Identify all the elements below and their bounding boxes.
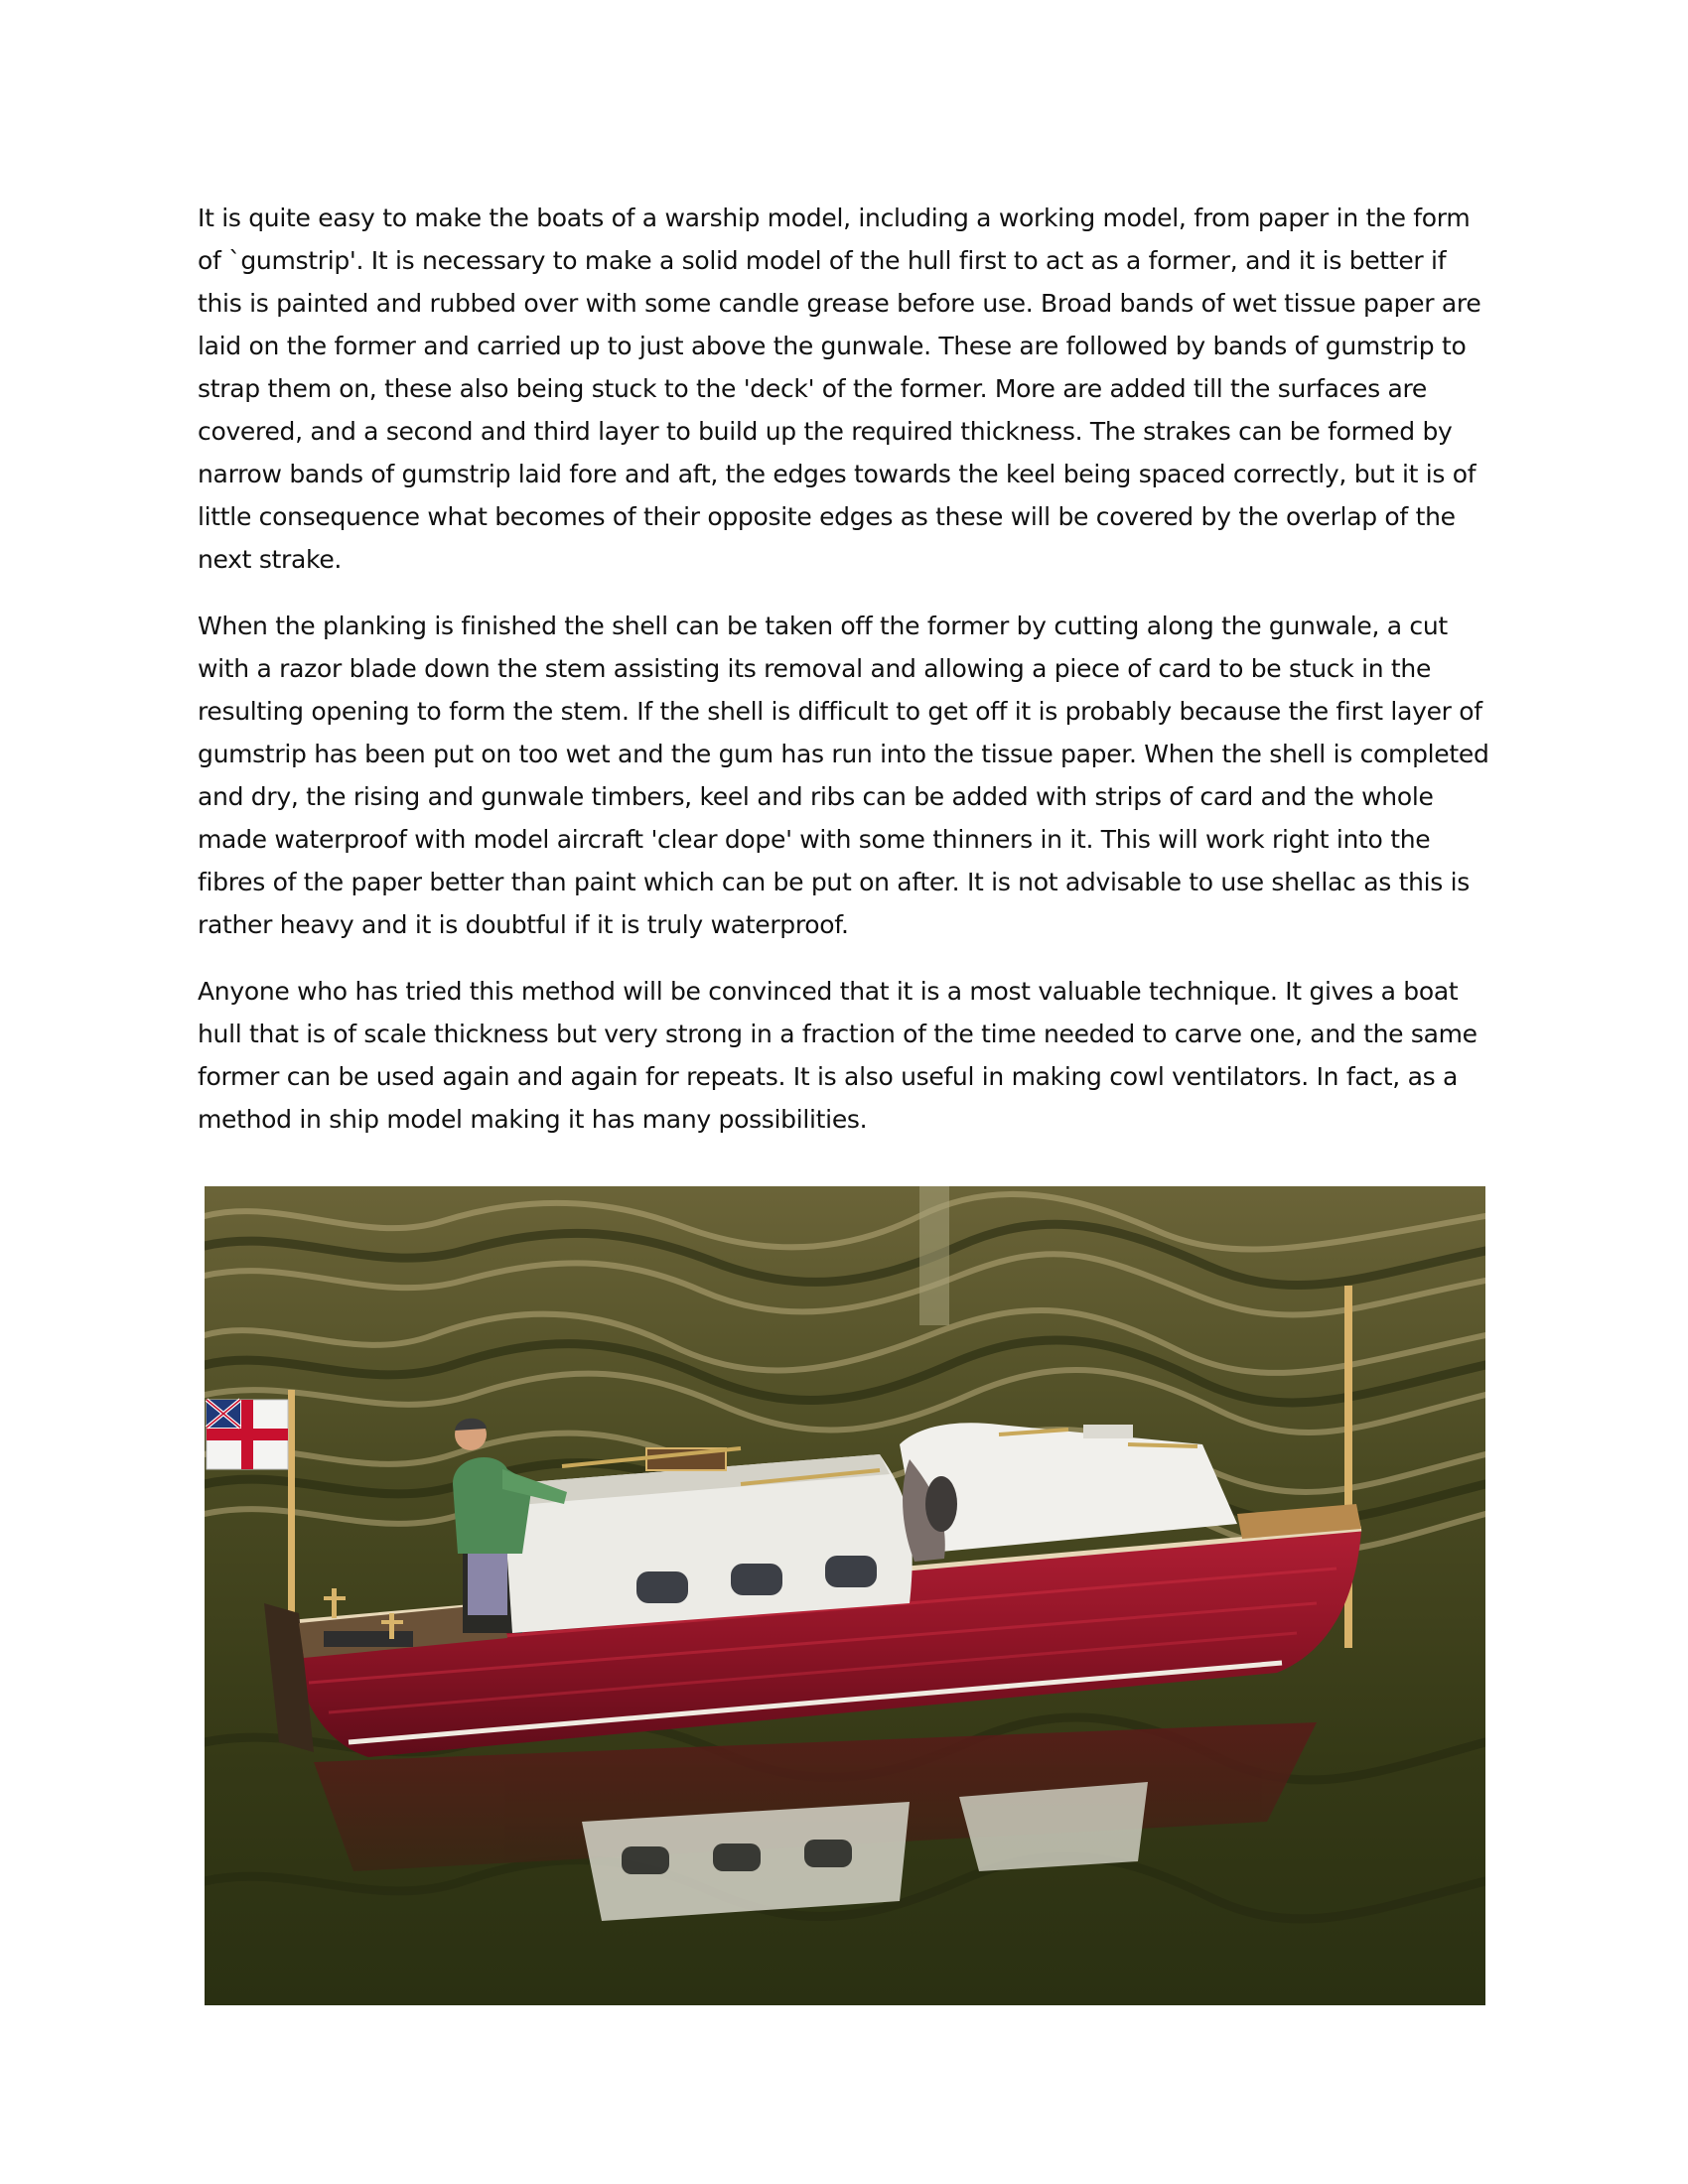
- paragraph-3: Anyone who has tried this method will be convinced that it is a most valuable technique. It gives a boat hull that is of scale thickness but very strong in a fraction of the time needed to carve one, and the same former can be used again and again for repeats. It is also useful in making cowl ventilators. In fact, as a method in ship model making it has many possibilities.: [198, 977, 1477, 1134]
- deck-grating: [324, 1631, 413, 1647]
- document-body: [198, 197, 1490, 1164]
- boat-photo-illustration: [205, 1186, 1485, 2005]
- boat-photo: [205, 1186, 1485, 2005]
- paragraph-2: When the planking is finished the shell can be taken off the former by cutting along the gunwale, a cut with a razor blade down the stem assisting its removal and allowing a piece of card to be stuck in the resulting opening to form the stem. If the shell is difficult to get off it is probably because the first layer of gumstrip has been put on too wet and the gum has run into the tissue paper. When the shell is completed and dry, the rising and gunwale timbers, keel and ribs can be added with strips of card and the whole made waterproof with model aircraft 'clear dope' with some thinners in it. This will work right into the fibres of the paper better than paint which can be put on after. It is not advisable to use shellac as this is rather heavy and it is doubtful if it is truly waterproof.: [198, 612, 1489, 939]
- post-reflection: [919, 1186, 949, 1325]
- paragraph-1: It is quite easy to make the boats of a warship model, including a working model, from paper in the form of `gumstrip'. It is necessary to make a solid model of the hull first to act as a former, and it is better if this is painted and rubbed over with some candle grease before use. Broad bands of wet tissue paper are laid on the former and carried up to just above the gunwale. These are followed by bands of gumstrip to strap them on, these also being stuck to the 'deck' of the former. More are added till the surfaces are covered, and a second and third layer to build up the required thickness. The strakes can be formed by narrow bands of gumstrip laid fore and aft, the edges towards the keel being spaced correctly, but it is of little consequence what becomes of their opposite edges as these will be covered by the overlap of the next strake.: [198, 204, 1481, 574]
